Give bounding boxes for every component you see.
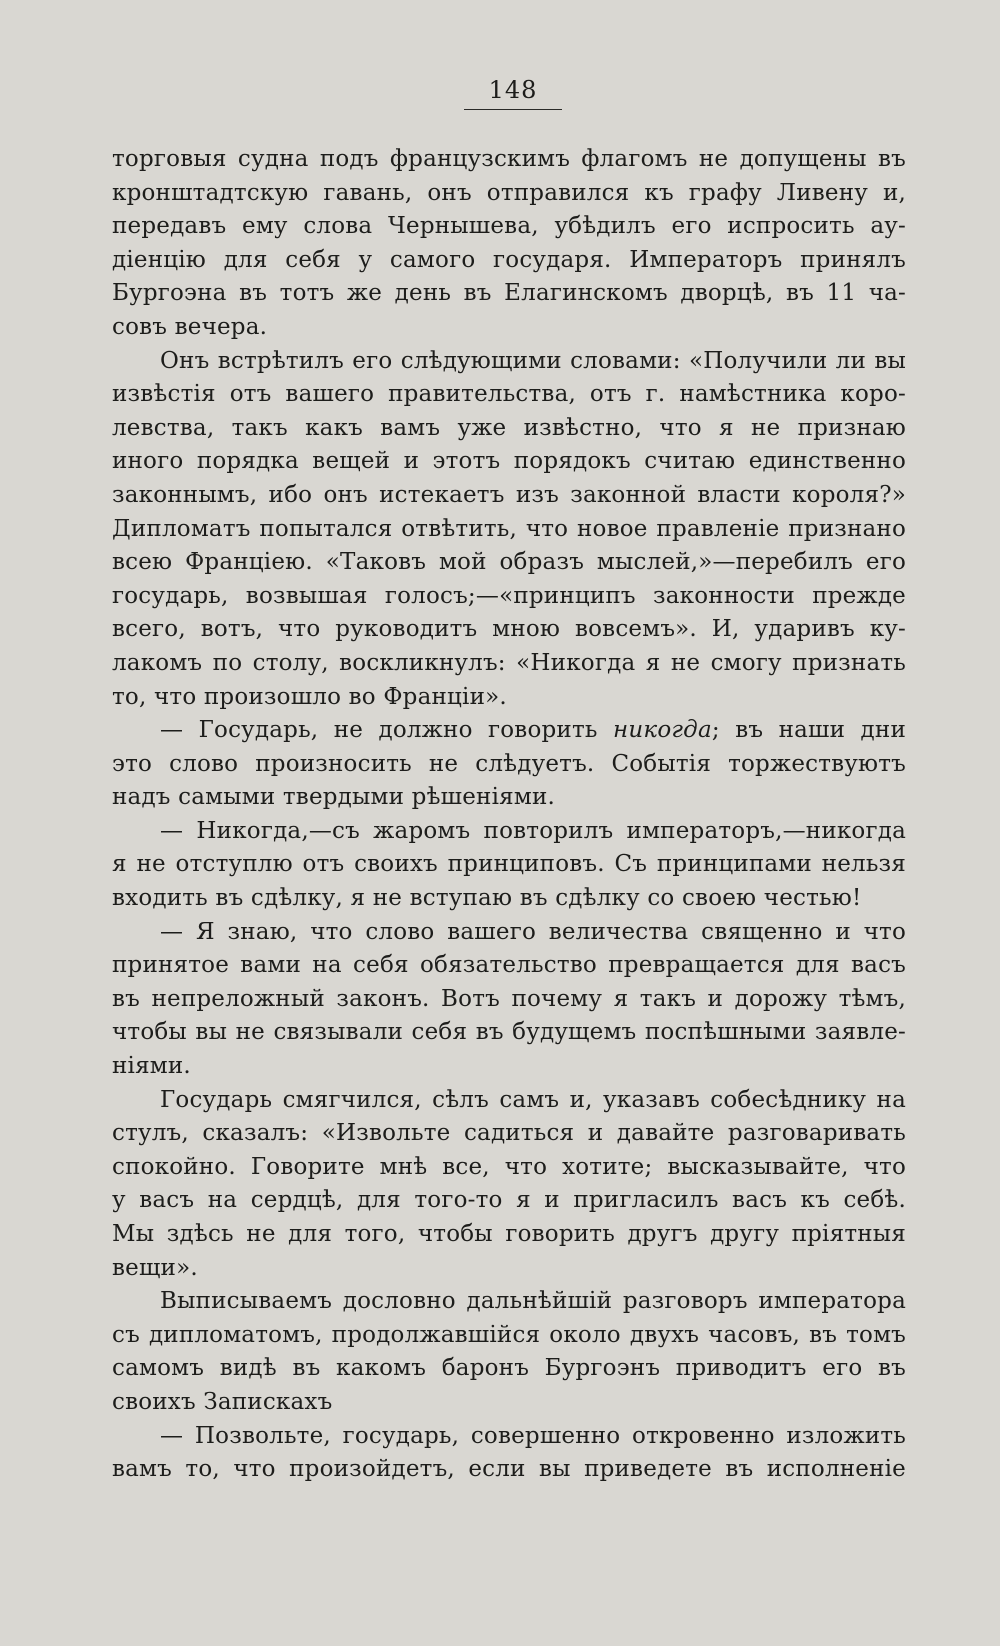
paragraph-5	[112, 916, 906, 1084]
text-line: передавъ ему слова Чернышева, убѣдилъ его испросить ау-	[112, 213, 906, 240]
page-number-rule	[464, 109, 562, 110]
text-line: спокойно. Говорите мнѣ все, что хотите; высказывайте, что	[112, 1153, 906, 1180]
text-line: принятое вами на себя обязательство превращается для васъ	[112, 952, 906, 979]
text-line: стулъ, сказалъ: «Извольте садиться и давайте разговаривать	[112, 1120, 906, 1147]
text-line: совъ вечера.	[112, 313, 268, 340]
text-line: въ непреложный законъ. Вотъ почему я такъ и дорожу тѣмъ,	[112, 985, 906, 1012]
text-line: государь, возвышая голосъ;—«принципъ законности прежде	[112, 582, 906, 609]
text-line: своихъ Запискахъ	[112, 1388, 333, 1415]
text-line: — Я знаю, что слово вашего величества священно и что	[160, 918, 906, 945]
text-line-with-italic: — Государь, не должно говорить никогда; въ наши дни	[160, 717, 906, 744]
body-text	[112, 143, 906, 1487]
text-line: Государь смягчился, сѣлъ самъ и, указавъ собесѣднику на	[160, 1086, 906, 1113]
text-line: чтобы вы не связывали себя въ будущемъ поспѣшными заявле-	[112, 1019, 906, 1046]
text-line: лакомъ по столу, воскликнулъ: «Никогда я не смогу признать	[112, 649, 906, 676]
text-line: Мы здѣсь не для того, чтобы говорить другъ другу пріятныя	[112, 1221, 906, 1247]
text-line: входить въ сдѣлку, я не вступаю въ сдѣлку со своею честью!	[112, 885, 862, 912]
text-line: вамъ то, что произойдетъ, если вы приведете въ исполненіе	[112, 1456, 906, 1483]
text-line: Онъ встрѣтилъ его слѣдующими словами: «Получили ли вы	[160, 347, 906, 374]
text-line: то, что произошло во Франціи».	[112, 683, 507, 710]
page-number: 148	[488, 76, 538, 104]
paragraph-8	[112, 1420, 906, 1487]
text-line: самомъ видѣ въ какомъ баронъ Бургоэнъ приводитъ его въ	[112, 1355, 906, 1382]
text-line: это слово произносить не слѣдуетъ. Событія торжествуютъ	[112, 750, 906, 777]
text-line: съ дипломатомъ, продолжавшійся около двухъ часовъ, въ томъ	[112, 1321, 906, 1348]
text-line: извѣстія отъ вашего правительства, отъ г. намѣстника коро-	[112, 381, 906, 408]
text-line: ніями.	[112, 1053, 191, 1080]
paragraph-7	[112, 1285, 906, 1419]
text-line: вещи».	[112, 1254, 198, 1281]
text-line: кронштадтскую гавань, онъ отправился къ графу Ливену и,	[112, 179, 906, 206]
text-line: всего, вотъ, что руководитъ мною вовсемъ». И, ударивъ ку-	[112, 616, 906, 643]
text-line: Выписываемъ дословно дальнѣйшій разговоръ императора	[160, 1288, 906, 1315]
paragraph-1	[112, 143, 906, 345]
text-line: законнымъ, ибо онъ истекаетъ изъ законной власти короля?»	[112, 481, 906, 508]
text-line: надъ самыми твердыми рѣшеніями.	[112, 784, 555, 811]
text-line: — Позвольте, государь, совершенно откровенно изложить	[160, 1422, 906, 1449]
paragraph-3	[112, 714, 906, 815]
paragraph-6	[112, 1084, 906, 1286]
text-line: — Никогда,—съ жаромъ повторилъ императоръ,—никогда	[160, 817, 906, 844]
text-line: левства, такъ какъ вамъ уже извѣстно, что я не признаю	[112, 414, 906, 441]
text-line: всею Франціею. «Таковъ мой образъ мыслей,»—перебилъ его	[112, 549, 906, 576]
text-line: Бургоэна въ тотъ же день въ Елагинскомъ дворцѣ, въ 11 ча-	[112, 280, 906, 307]
text-line: иного порядка вещей и этотъ порядокъ считаю единственно	[112, 448, 906, 475]
text-line: торговыя судна подъ французскимъ флагомъ не допущены въ	[112, 146, 906, 172]
paragraph-4	[112, 815, 906, 916]
text-line: у васъ на сердцѣ, для того-то я и пригласилъ васъ къ себѣ.	[112, 1187, 906, 1214]
paragraph-2	[112, 345, 906, 715]
text-line: я не отступлю отъ своихъ принциповъ. Съ принципами нельзя	[112, 851, 906, 878]
text-line: діенцію для себя у самого государя. Императоръ принялъ	[112, 246, 906, 273]
text-line: Дипломатъ попытался отвѣтить, что новое правленіе признано	[112, 515, 906, 542]
italic-word: никогда	[613, 717, 712, 744]
